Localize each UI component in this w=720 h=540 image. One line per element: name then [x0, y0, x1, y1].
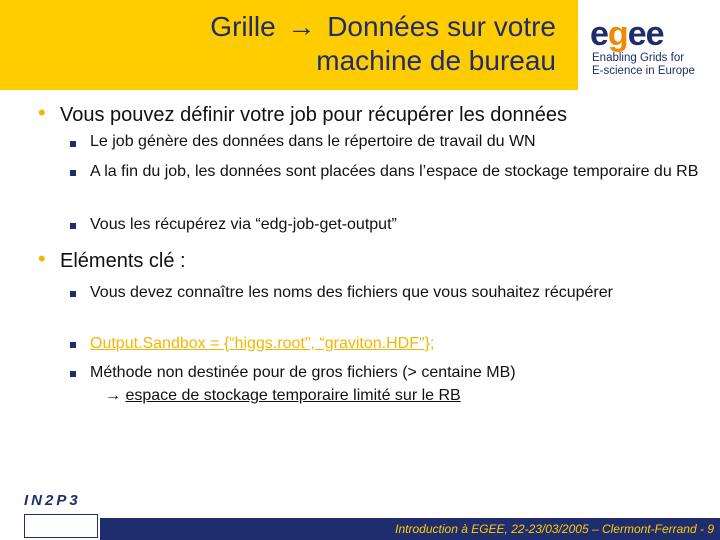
- square-bullet-icon: [70, 223, 76, 229]
- bullet-2-text: Eléments clé :: [60, 250, 186, 272]
- title-part1: Grille: [210, 11, 276, 42]
- bullet-2-sub-2: Output.Sandbox = {“higgs.root", “graviton.HDF"};: [90, 335, 435, 352]
- egee-wordmark: egee: [590, 15, 664, 53]
- square-bullet-icon: [70, 141, 76, 147]
- slide-title: [210, 10, 556, 78]
- bullet-1-text: Vous pouvez définir votre job pour récupérer les données: [60, 104, 567, 126]
- right-arrow-icon: →: [287, 11, 316, 42]
- title-line2: machine de bureau: [316, 45, 556, 76]
- footer-text: Introduction à EGEE, 22-23/03/2005 – Clermont-Ferrand - 9: [395, 522, 714, 536]
- in2p3-logo: IN2P3: [24, 492, 81, 509]
- bullet-2-note-text: espace de stockage temporaire limité sur le RB: [125, 387, 461, 404]
- bullet-2-sub-1: Vous devez connaître les noms des fichiers que vous souhaitez récupérer: [90, 284, 613, 301]
- egee-logo: [590, 14, 710, 84]
- bullet-icon: •: [38, 100, 46, 125]
- square-bullet-icon: [70, 371, 76, 377]
- egee-tagline: Enabling Grids for E-science in Europe: [592, 52, 695, 77]
- bullet-2-note: [105, 385, 715, 407]
- square-bullet-icon: [70, 170, 76, 176]
- title-part2: Données sur votre: [327, 11, 556, 42]
- square-bullet-icon: [70, 342, 76, 348]
- bullet-1-sub-3: Vous les récupérez via “edg-job-get-output”: [90, 216, 397, 233]
- square-bullet-icon: [70, 291, 76, 297]
- bullet-2-sub-3: Méthode non destinée pour de gros fichiers (> centaine MB): [90, 364, 516, 381]
- bullet-1-sub-2: A la fin du job, les données sont placées dans l’espace de stockage temporaire du RB: [90, 163, 699, 180]
- right-arrow-icon: →: [105, 387, 121, 404]
- bullet-icon: •: [38, 246, 46, 271]
- bullet-1-sub-1: Le job génère des données dans le répertoire de travail du WN: [90, 133, 536, 150]
- in2p3-emblem: [24, 514, 98, 538]
